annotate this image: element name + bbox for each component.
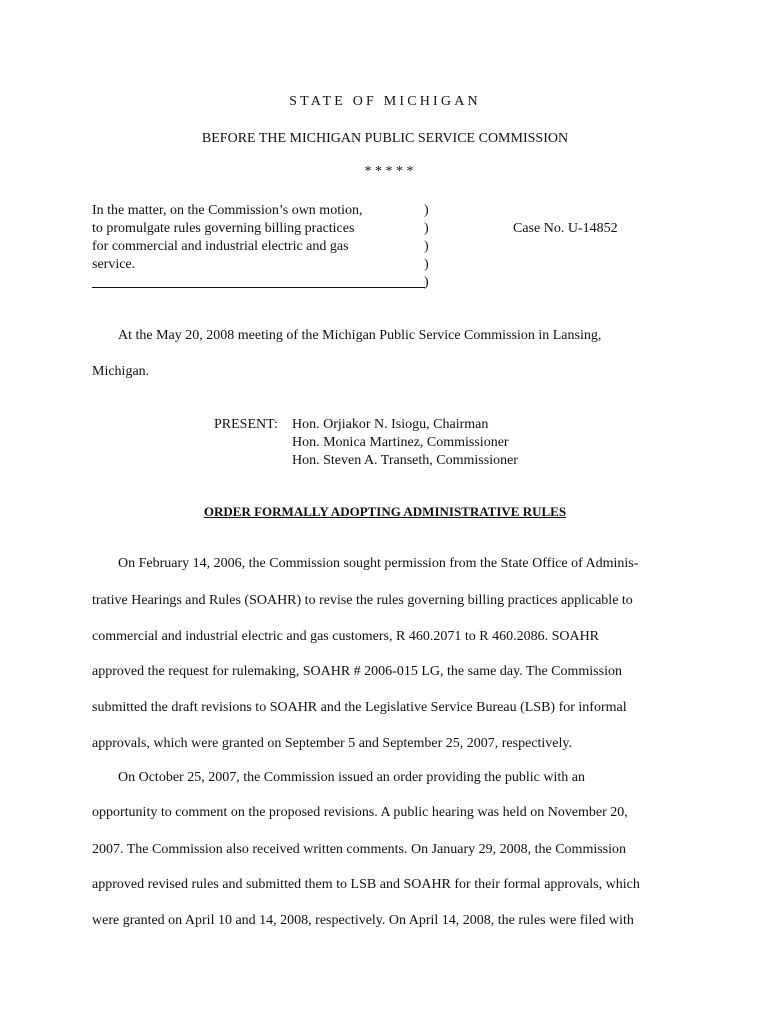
- caption-paren: ): [424, 257, 429, 272]
- commission-title: BEFORE THE MICHIGAN PUBLIC SERVICE COMMISSION: [201, 131, 569, 146]
- state-title: STATE OF MICHIGAN: [289, 94, 481, 109]
- body-line: 2007. The Commission also received written comments. On January 29, 2008, the Commission: [92, 842, 627, 857]
- body-line: approvals, which were granted on September 5 and September 25, 2007, respectively.: [92, 736, 572, 751]
- body-line: trative Hearings and Rules (SOAHR) to revise the rules governing billing practices applicable to: [92, 593, 633, 608]
- caption-paren: ): [424, 239, 429, 254]
- caption-line-4: service.: [92, 257, 136, 272]
- body-line: approved the request for rulemaking, SOAHR # 2006-015 LG, the same day. The Commission: [92, 664, 622, 679]
- body-line: commercial and industrial electric and gas customers, R 460.2071 to R 460.2086. SOAHR: [92, 629, 600, 644]
- caption-paren: ): [424, 275, 429, 290]
- caption-underline: [92, 287, 425, 288]
- meeting-line-1: At the May 20, 2008 meeting of the Michigan Public Service Commission in Lansing,: [118, 328, 602, 343]
- caption-paren: ): [424, 203, 429, 218]
- caption-line-1: In the matter, on the Commission’s own motion,: [92, 203, 363, 218]
- caption-line-2: to promulgate rules governing billing practices: [92, 221, 355, 236]
- caption-line-3: for commercial and industrial electric and gas: [92, 239, 349, 254]
- order-title: ORDER FORMALLY ADOPTING ADMINISTRATIVE RULES: [203, 504, 567, 519]
- body-line: On October 25, 2007, the Commission issued an order providing the public with an: [118, 770, 585, 785]
- present-member: Hon. Monica Martinez, Commissioner: [292, 435, 509, 450]
- body-line: opportunity to comment on the proposed revisions. A public hearing was held on November 20,: [92, 805, 628, 820]
- body-line: On February 14, 2006, the Commission sought permission from the State Office of Adminis-: [118, 556, 639, 571]
- present-member: Hon. Orjiakor N. Isiogu, Chairman: [292, 417, 489, 432]
- caption-paren: ): [424, 221, 429, 236]
- present-label: PRESENT:: [214, 417, 278, 432]
- asterisk-divider: * * * * *: [364, 164, 414, 179]
- case-number: Case No. U-14852: [513, 221, 618, 236]
- body-line: approved revised rules and submitted them to LSB and SOAHR for their formal approvals, which: [92, 877, 640, 892]
- body-line: submitted the draft revisions to SOAHR and the Legislative Service Bureau (LSB) for informal: [92, 700, 627, 715]
- body-line: were granted on April 10 and 14, 2008, respectively. On April 14, 2008, the rules were filed with: [92, 913, 634, 928]
- meeting-line-2: Michigan.: [92, 364, 150, 379]
- present-member: Hon. Steven A. Transeth, Commissioner: [292, 453, 518, 468]
